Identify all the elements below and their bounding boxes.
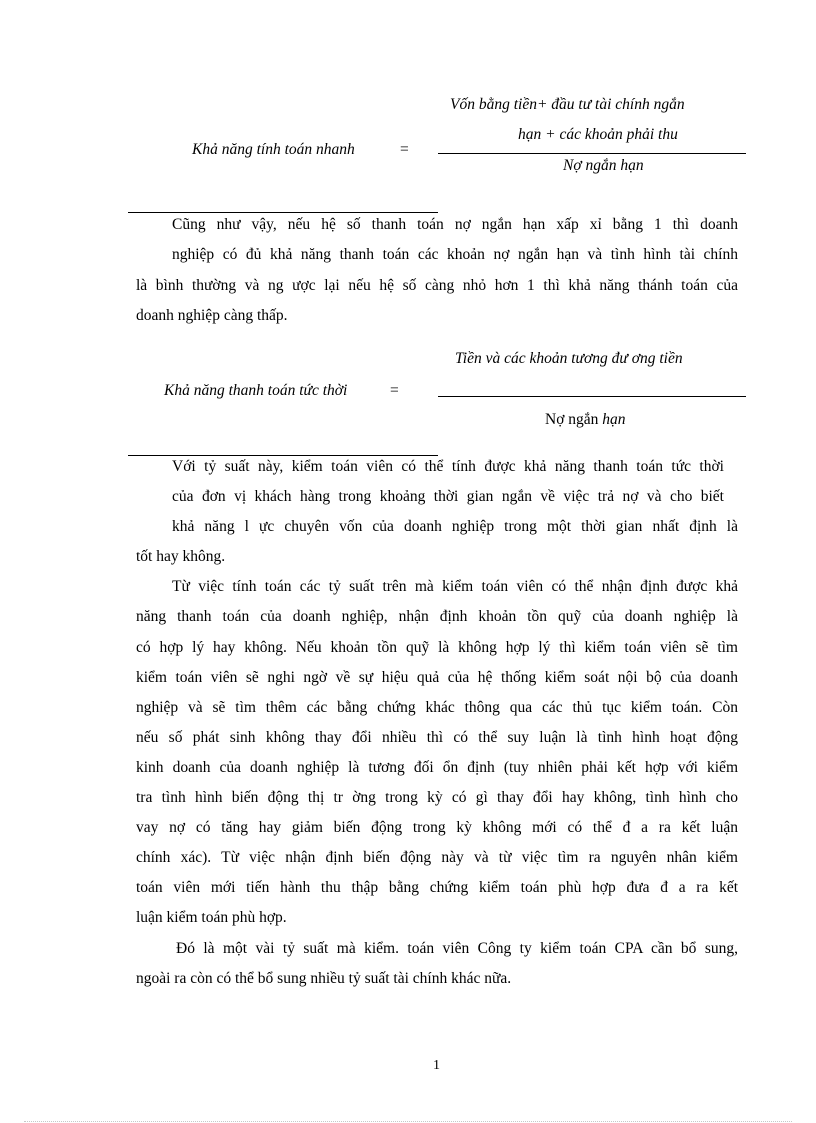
formula2-equals: = xyxy=(390,382,399,399)
formula1-numerator-line1: Vốn bằng tiền+ đầu tư tài chính ngắn xyxy=(450,96,685,113)
paragraph-line: nếu số phát sinh không thay đổi nhiều thì có thể suy luận là tình hình hoạt động xyxy=(136,729,738,746)
paragraph-line: tốt hay không. xyxy=(136,548,226,565)
underline-rule-2 xyxy=(128,455,438,456)
formula1-fraction-bar xyxy=(438,153,746,154)
paragraph-line: khả năng l ực chuyên vốn của doanh nghiệp trong một thời gian nhất định là xyxy=(172,518,738,535)
paragraph-line: luận kiểm toán phù hợp. xyxy=(136,909,287,926)
paragraph-line: vay nợ có tăng hay giảm biến động trong kỳ không mới có thể đ a ra kết luận xyxy=(136,819,738,836)
paragraph-line: có hợp lý hay không. Nếu khoản tồn quỹ là không hợp lý thì kiểm toán viên sẽ tìm xyxy=(136,639,738,656)
paragraph-line: nghiệp có đủ khả năng thanh toán các khoản nợ ngắn hạn và tình hình tài chính xyxy=(172,246,738,263)
paragraph-line: tra tình hình biến động thị tr ờng trong kỳ có gì thay đổi hay không, tình hình cho xyxy=(136,789,738,806)
formula1-lhs: Khả năng tính toán nhanh xyxy=(192,141,355,158)
formula1-equals: = xyxy=(400,141,409,158)
paragraph-line: Từ việc tính toán các tỷ suất trên mà kiểm toán viên có thể nhận định được khả xyxy=(172,578,738,595)
formula1-denominator: Nợ ngắn hạn xyxy=(563,157,644,174)
paragraph-line: ngoài ra còn có thể bổ sung nhiều tỷ suất tài chính khác nữa. xyxy=(136,970,512,987)
underline-rule-1 xyxy=(128,212,438,213)
paragraph-line: năng thanh toán của doanh nghiệp, nhận định khoản tồn quỹ của doanh nghiệp là xyxy=(136,608,738,625)
paragraph-line: là bình thường và ng ược lại nếu hệ số càng nhỏ hơn 1 thì khả năng thánh toán của xyxy=(136,277,738,294)
paragraph-line: chính xác). Từ việc nhận định biến động này và từ việc tìm ra nguyên nhân kiểm xyxy=(136,849,738,866)
paragraph-line: toán viên mới tiến hành thu thập bằng chứng kiểm toán phù hợp đưa đ a ra kết xyxy=(136,879,738,896)
paragraph-line: kinh doanh của doanh nghiệp là tương đối ổn định (tuy nhiên phải kết hợp với kiểm xyxy=(136,759,738,776)
formula2-numerator: Tiền và các khoản tương đư ơng tiền xyxy=(455,350,683,367)
paragraph-line: của đơn vị khách hàng trong khoảng thời gian ngắn về việc trả nợ và cho biết xyxy=(172,488,724,505)
paragraph-line: doanh nghiệp càng thấp. xyxy=(136,307,288,324)
formula2-denominator: Nợ ngắn hạn xyxy=(545,411,626,428)
formula2-fraction-bar xyxy=(438,396,746,397)
paragraph-line: Cũng như vậy, nếu hệ số thanh toán nợ ngắn hạn xấp xỉ bằng 1 thì doanh xyxy=(172,216,738,233)
paragraph-line: kiểm toán viên sẽ nghi ngờ về sự hiệu quả của hệ thống kiểm soát nội bộ của doanh xyxy=(136,669,738,686)
page-number: 1 xyxy=(433,1058,440,1073)
paragraph-line: Với tỷ suất này, kiểm toán viên có thể tính được khả năng thanh toán tức thời xyxy=(172,458,724,475)
page-bottom-dotted-rule xyxy=(24,1121,792,1122)
paragraph-line: Đó là một vài tỷ suất mà kiểm. toán viên Công ty kiểm toán CPA cần bổ sung, xyxy=(176,940,738,957)
paragraph-line: nghiệp và sẽ tìm thêm các bằng chứng khác thông qua các thủ tục kiểm toán. Còn xyxy=(136,699,738,716)
formula2-lhs: Khả năng thanh toán tức thời xyxy=(164,382,348,399)
formula1-numerator-line2: hạn + các khoản phải thu xyxy=(518,126,678,143)
